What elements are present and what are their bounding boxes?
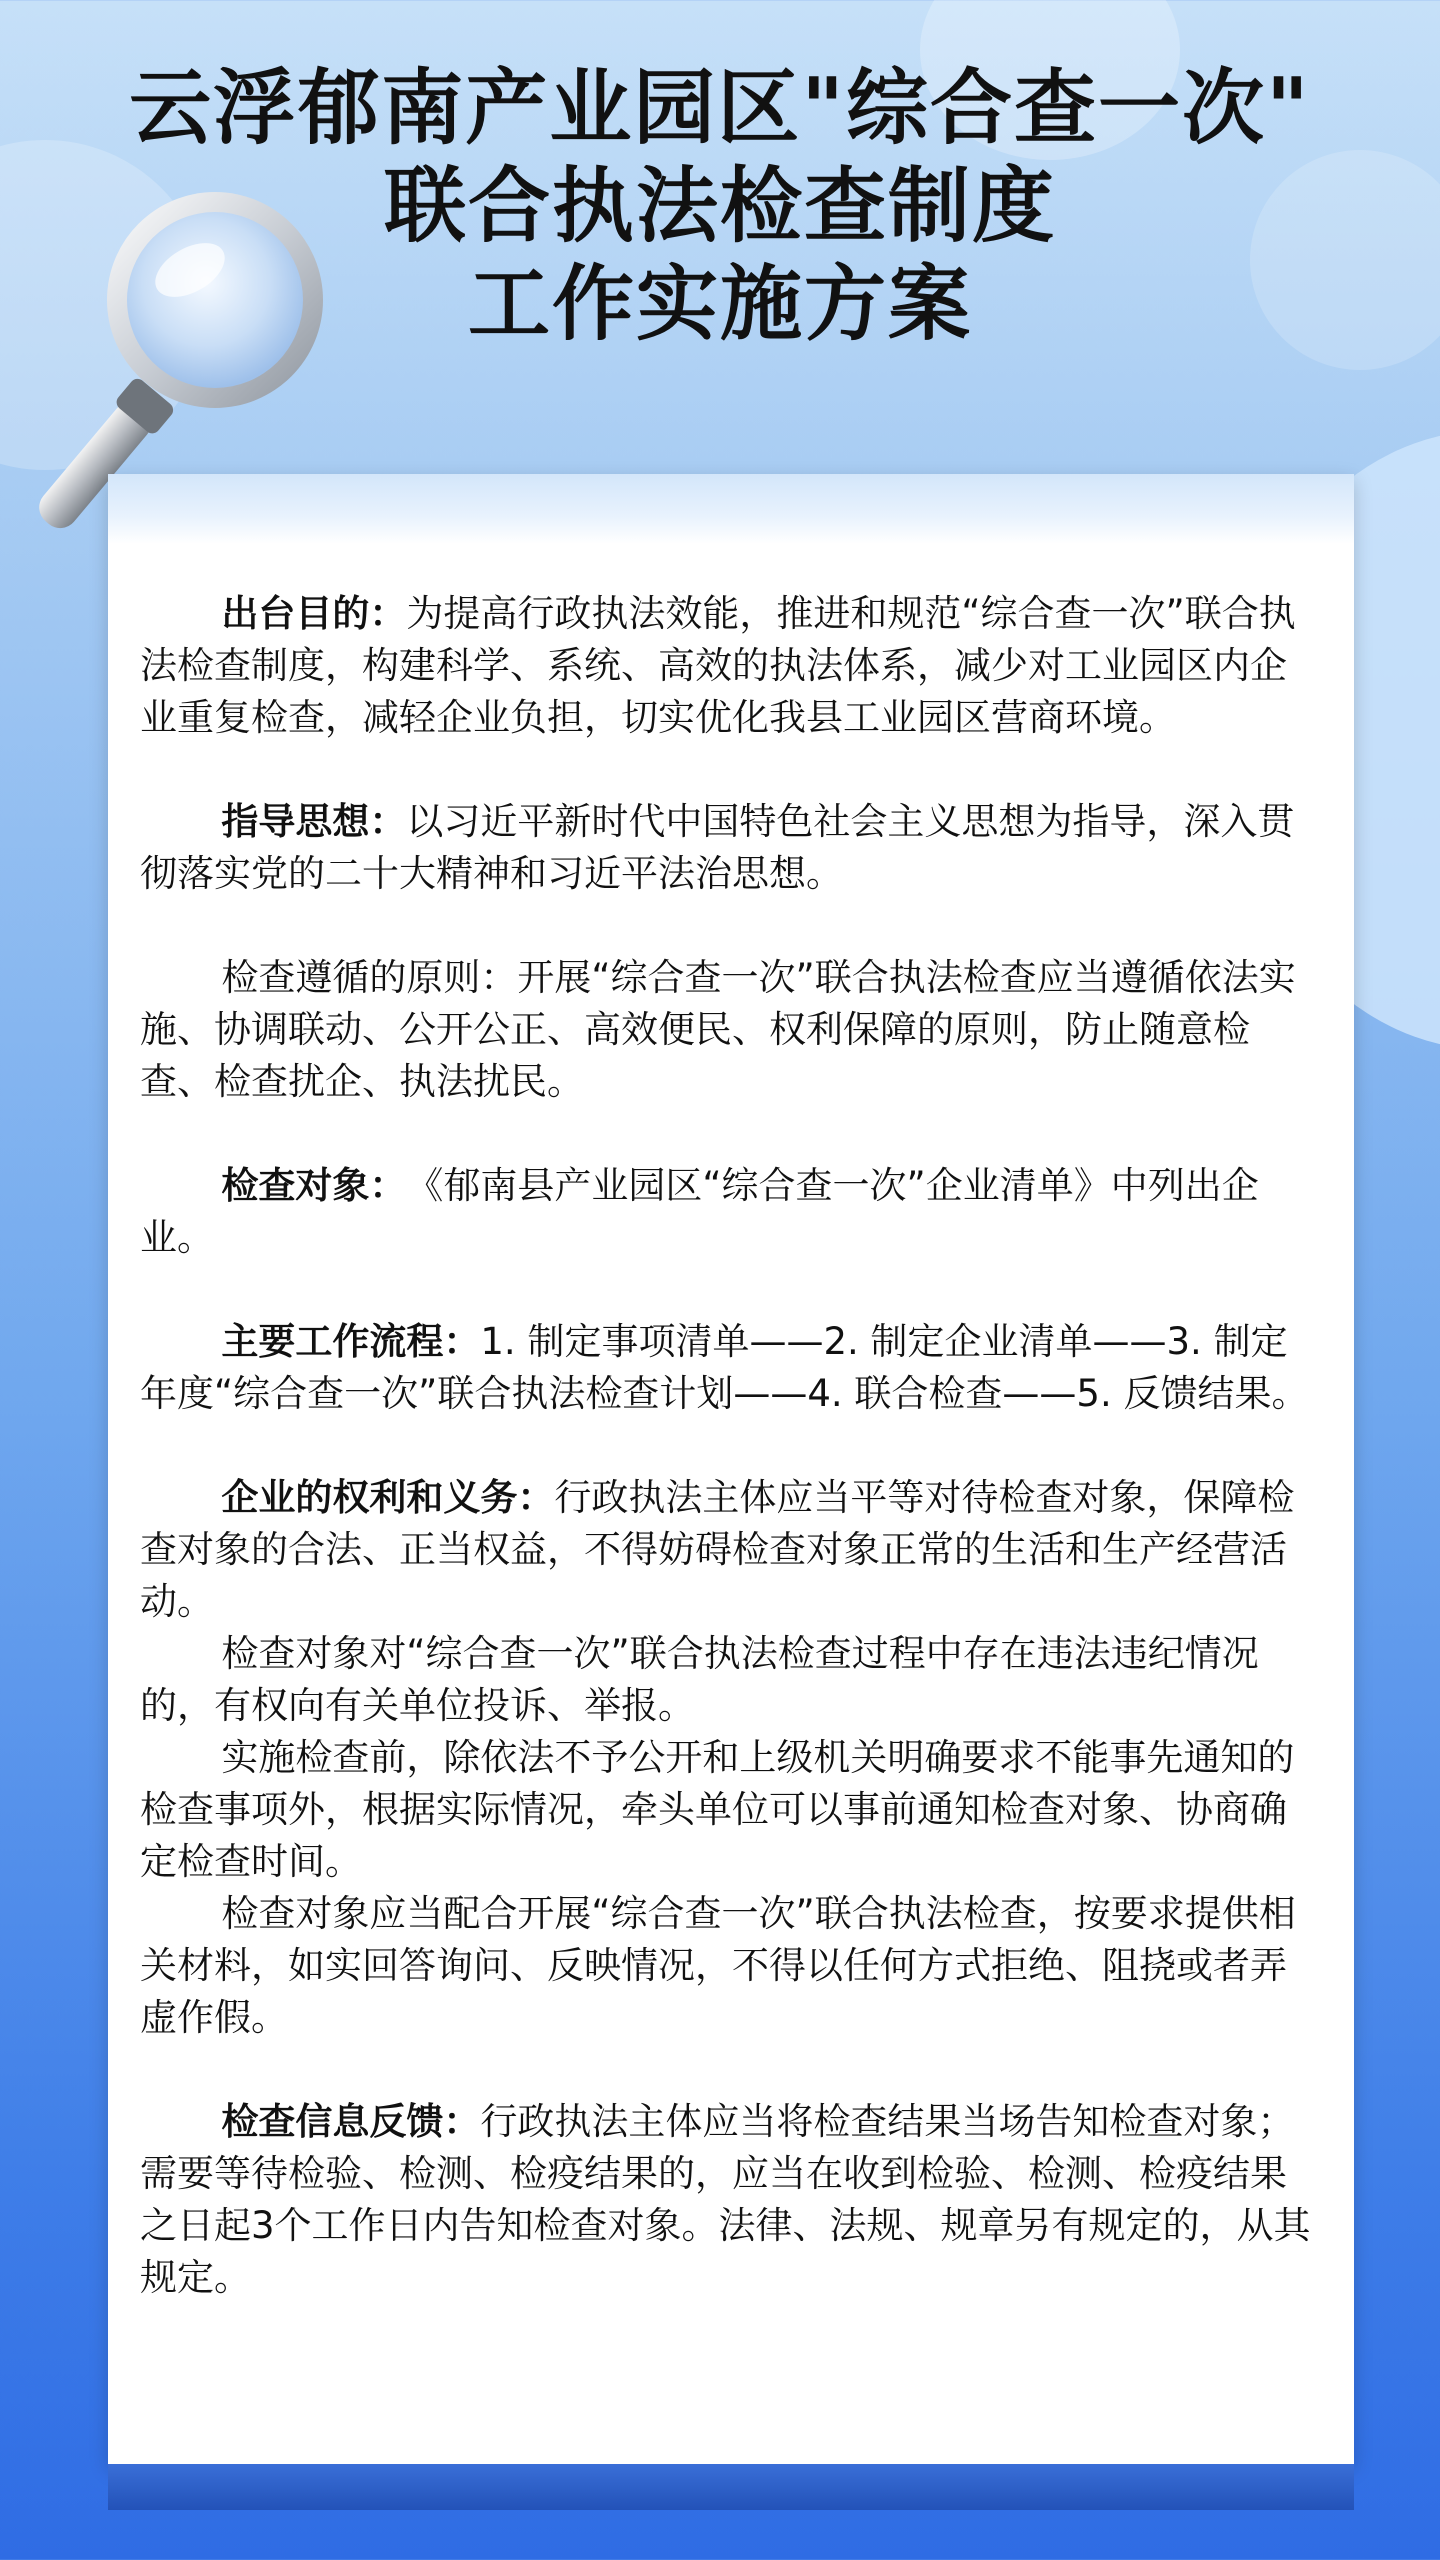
rights-paragraph-4: 检查对象应当配合开展“综合查一次”联合执法检查，按要求提供相关材料，如实回答询问、反映情况，不得以任何方式拒绝、阻挠或者弄虚作假。 (140, 1892, 1296, 2039)
title-line-1: 云浮郁南产业园区"综合查一次" (129, 61, 1311, 156)
rights-paragraph-3: 实施检查前，除依法不予公开和上级机关明确要求不能事先通知的检查事项外，根据实际情况，牵头单位可以事前通知检查对象、协商确定检查时间。 (140, 1736, 1295, 1883)
section-rights-duties: 企业的权利和义务：行政执法主体应当平等对待检查对象，保障检查对象的合法、正当权益，不得妨碍检查对象正常的生活和生产经营活动。 (140, 1476, 1295, 1623)
section-inspection-target: 检查对象： 《郁南县产业园区“综合查一次”企业清单》中列出企业。 (140, 1164, 1259, 1259)
rights-paragraph-2: 检查对象对“综合查一次”联合执法检查过程中存在违法违纪情况的，有权向有关单位投诉、举报。 (140, 1632, 1259, 1727)
section-workflow: 主要工作流程：1. 制定事项清单——2. 制定企业清单——3. 制定 年度“综合查一次”联合执法检查计划——4. 联合检查——5. 反馈结果。 (140, 1320, 1325, 1415)
section-purpose: 出台目的：为提高行政执法效能，推进和规范“综合查一次”联合执法检查制度，构建科学、系统、高效的执法体系，减少对工业园区内企业重复检查，减轻企业负担，切实优化我县工业园区营商环境。 (140, 592, 1296, 739)
section-feedback: 检查信息反馈：行政执法主体应当将检查结果当场告知检查对象；需要等待检验、检测、检疫结果的，应当在收到检验、检测、检疫结果之日起3个工作日内告知检查对象。法律、法规、规章另有规定的，从其规定。 (140, 2100, 1311, 2299)
paper-bottom-bar (108, 2464, 1354, 2510)
section-guiding-idea: 指导思想：以习近平新时代中国特色社会主义思想为指导，深入贯彻落实党的二十大精神和习近平法治思想。 (140, 800, 1295, 895)
paper-torn-edge (108, 474, 1354, 544)
section-principles: 检查遵循的原则：开展“综合查一次”联合执法检查应当遵循依法实施、协调联动、公开公正、高效便民、权利保障的原则，防止随意检查、检查扰企、执法扰民。 (140, 956, 1296, 1103)
title-line-2: 联合执法检查制度 (383, 159, 1056, 254)
title-line-3: 工作实施方案 (467, 257, 972, 352)
document-body (140, 588, 1325, 2304)
